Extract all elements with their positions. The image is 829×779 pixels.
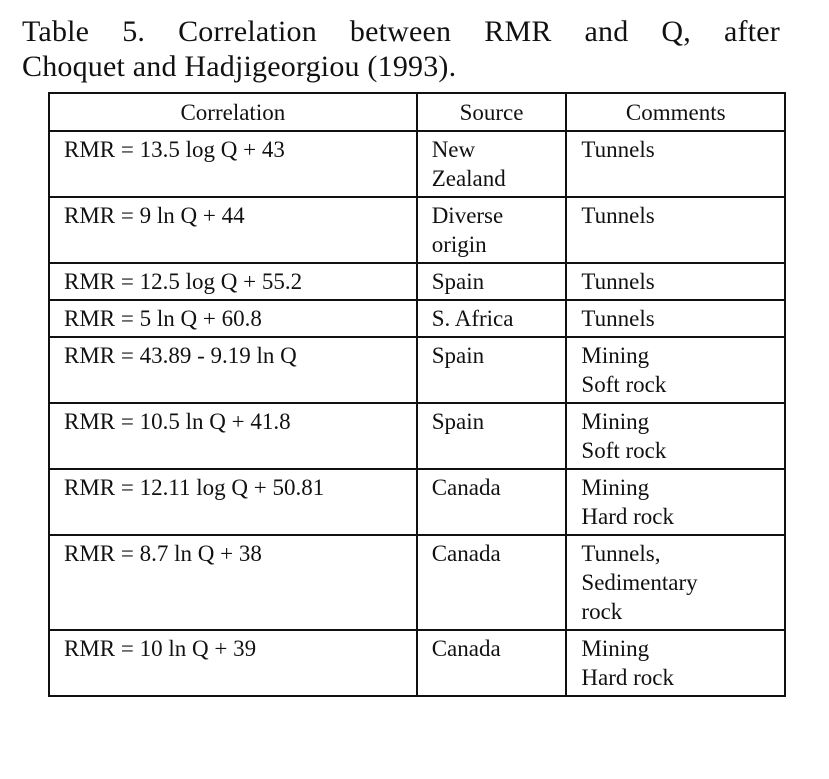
- cell-correlation: RMR = 12.11 log Q + 50.81: [49, 469, 417, 535]
- table-row: [49, 131, 785, 197]
- caption-word: 5.: [122, 15, 146, 48]
- table-header-row: [49, 93, 785, 131]
- cell-correlation: RMR = 13.5 log Q + 43: [49, 131, 417, 197]
- table-row: [49, 337, 785, 403]
- cell-source: Canada: [417, 535, 567, 630]
- cell-comments: Tunnels: [566, 300, 785, 337]
- caption-word: Table: [22, 15, 90, 48]
- caption-word: between: [349, 15, 452, 48]
- caption-word: Correlation: [178, 15, 317, 48]
- cell-correlation: RMR = 10 ln Q + 39: [49, 630, 417, 696]
- cell-source: S. Africa: [417, 300, 567, 337]
- caption-word: and: [584, 15, 629, 48]
- table-row: [49, 300, 785, 337]
- caption-line-1: [22, 14, 780, 49]
- cell-comments: Mining Soft rock: [566, 337, 785, 403]
- cell-source: Spain: [417, 337, 567, 403]
- cell-comments: Tunnels: [566, 131, 785, 197]
- table-row: [49, 263, 785, 300]
- cell-comments: Mining Hard rock: [566, 630, 785, 696]
- cell-source: Diverse origin: [417, 197, 567, 263]
- cell-source: Spain: [417, 403, 567, 469]
- header-comments: Comments: [566, 93, 785, 131]
- table-row: [49, 197, 785, 263]
- cell-comments: Tunnels, Sedimentary rock: [566, 535, 785, 630]
- cell-source: Canada: [417, 630, 567, 696]
- cell-comments: Mining Hard rock: [566, 469, 785, 535]
- header-source: Source: [417, 93, 567, 131]
- cell-correlation: RMR = 8.7 ln Q + 38: [49, 535, 417, 630]
- cell-source: Spain: [417, 263, 567, 300]
- caption-word: after: [723, 15, 780, 48]
- cell-correlation: RMR = 43.89 - 9.19 ln Q: [49, 337, 417, 403]
- cell-source: New Zealand: [417, 131, 567, 197]
- cell-correlation: RMR = 5 ln Q + 60.8: [49, 300, 417, 337]
- cell-comments: Tunnels: [566, 263, 785, 300]
- table-caption: [22, 14, 780, 84]
- caption-word: RMR: [484, 15, 552, 48]
- cell-comments: Tunnels: [566, 197, 785, 263]
- table-row: [49, 535, 785, 630]
- cell-correlation: RMR = 9 ln Q + 44: [49, 197, 417, 263]
- table-row: [49, 403, 785, 469]
- cell-correlation: RMR = 12.5 log Q + 55.2: [49, 263, 417, 300]
- caption-word: Q,: [661, 15, 691, 48]
- caption-line-2: Choquet and Hadjigeorgiou (1993).: [22, 50, 457, 83]
- cell-correlation: RMR = 10.5 ln Q + 41.8: [49, 403, 417, 469]
- cell-comments: Mining Soft rock: [566, 403, 785, 469]
- correlation-table: [48, 92, 786, 697]
- cell-source: Canada: [417, 469, 567, 535]
- header-correlation: Correlation: [49, 93, 417, 131]
- table-row: [49, 469, 785, 535]
- table-row: [49, 630, 785, 696]
